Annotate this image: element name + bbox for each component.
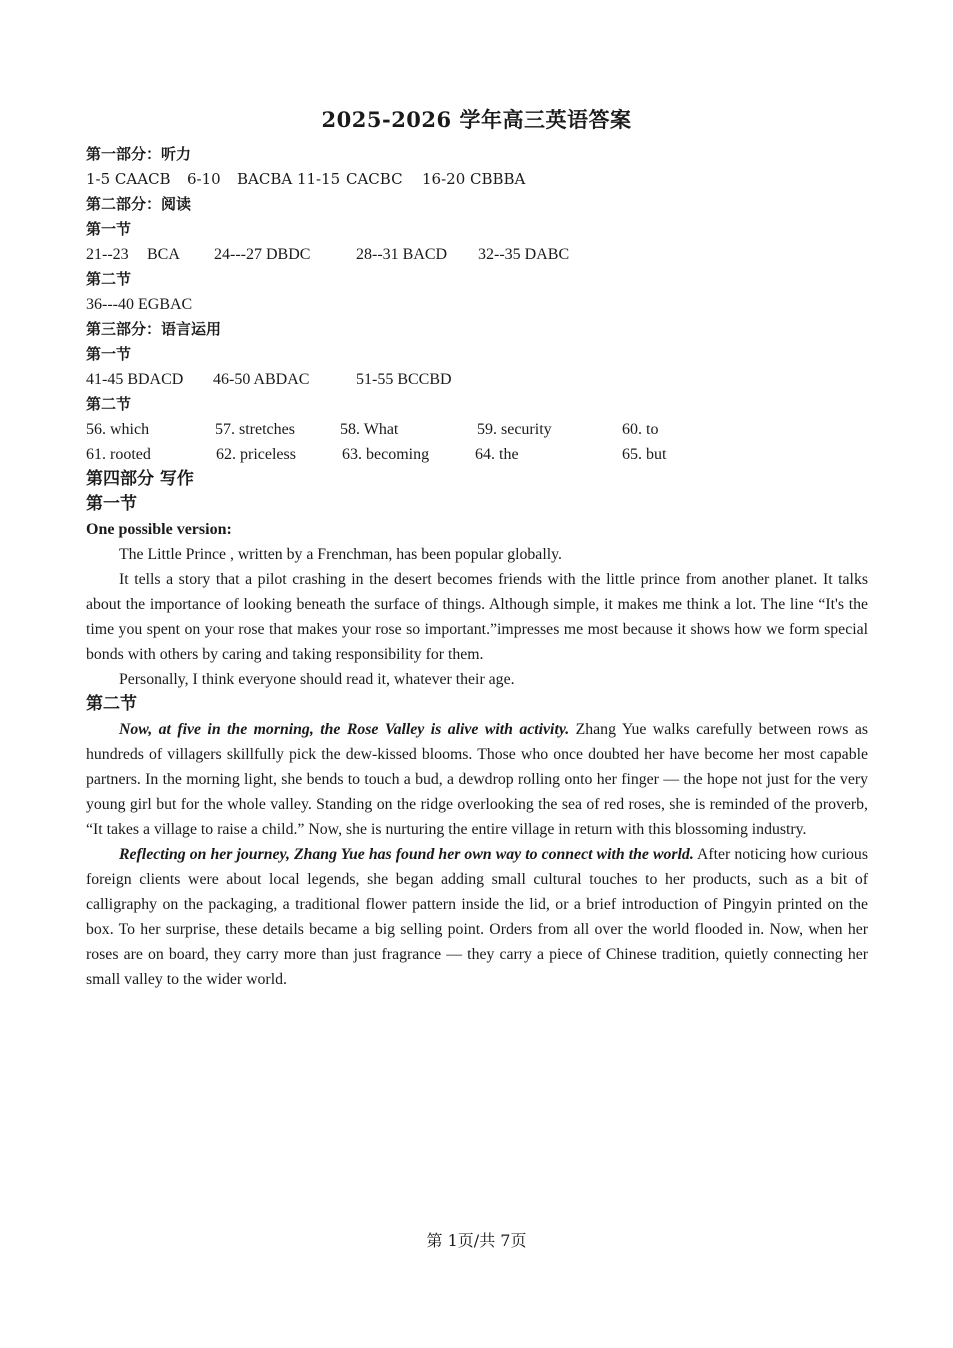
answer-group: 21--23 (86, 246, 129, 263)
story-text: After noticing how curious foreign clients were about local legends, she began adding small cultural touches to her products, such as a bit of calligraphy on the packaging, a traditional flower pattern inside the lid, or a brief introduction of Pingyin printed on the box. To her surprise, these details became a big selling point. Orders from all over the world flooded in. Now, when her roses are on board, they carry more than just fragrance — they carry a piece of Chinese tradition, quietly connecting her small valley to the wider world. (86, 846, 868, 988)
part3-section1: 第一节 (86, 345, 132, 363)
fill-answer: 57. stretches (215, 421, 295, 438)
page-footer: 第 1页/共 7页 (426, 1231, 527, 1250)
fill-answer: 65. but (622, 446, 667, 463)
fill-answer: 64. the (475, 446, 519, 463)
answer-group: BCA (147, 246, 180, 263)
part2-section1: 第一节 (86, 220, 132, 238)
story-paragraph (86, 717, 868, 842)
answer-group: BACBA 11-15 (237, 170, 341, 188)
essay-paragraph: Personally, I think everyone should read it, whatever their age. (119, 671, 515, 688)
fill-answer: 59. security (477, 421, 552, 438)
part2-heading: 第二部分：阅读 (86, 195, 192, 213)
answer-group: 46-50 ABDAC (213, 371, 310, 388)
answer-group: CACBC (346, 170, 403, 188)
part2-section2: 第二节 (86, 270, 132, 288)
fill-answer: 63. becoming (342, 446, 430, 463)
part4-heading: 第四部分 写作 (86, 469, 194, 489)
part3-row1 (86, 417, 868, 442)
part2-answers2: 36---40 EGBAC (86, 296, 193, 313)
part4-section2: 第二节 (86, 694, 137, 714)
part3-section2: 第二节 (86, 395, 132, 413)
essay-paragraph: The Little Prince , written by a Frenchman, has been popular globally. (119, 546, 562, 563)
part3-row2 (86, 442, 868, 467)
part3-answers1 (86, 367, 868, 392)
part1-answers (86, 167, 868, 192)
fill-answer: 62. priceless (216, 446, 296, 463)
story-lead-sentence: Reflecting on her journey, Zhang Yue has found her own way to connect with the world. (119, 846, 694, 863)
answer-group: 16-20 CBBBA (422, 170, 526, 188)
story-paragraph (86, 842, 868, 992)
answer-group: 51-55 BCCBD (356, 371, 452, 388)
answer-group: 6-10 (187, 170, 221, 188)
answer-group: 28--31 BACD (356, 246, 448, 263)
page-title: 2025-2026 学年高三英语答案 (321, 107, 632, 132)
answer-group: 24---27 DBDC (214, 246, 311, 263)
answer-group: 32--35 DABC (478, 246, 570, 263)
fill-answer: 61. rooted (86, 446, 151, 463)
fill-answer: 56. which (86, 421, 150, 438)
answer-body (86, 142, 868, 992)
answer-group: 1-5 CAACB (86, 170, 171, 188)
fill-answer: 58. What (340, 421, 399, 438)
part2-answers1 (86, 242, 868, 267)
answer-group: 41-45 BDACD (86, 371, 184, 388)
version-label: One possible version: (86, 521, 232, 538)
part4-section1: 第一节 (86, 494, 137, 514)
essay-paragraph: It tells a story that a pilot crashing in the desert becomes friends with the little prince from another planet. It talks about the importance of looking beneath the surface of things. Although simple, it makes me think a lot. The line “It's the time you spent on your rose that makes your rose so important.”impresses me most because it shows how we form special bonds with others by caring and taking responsibility for them. (86, 571, 868, 663)
fill-answer: 60. to (622, 421, 659, 438)
story-lead-sentence: Now, at five in the morning, the Rose Valley is alive with activity. (119, 721, 570, 738)
part3-heading: 第三部分：语言运用 (86, 320, 222, 338)
part1-heading: 第一部分：听力 (86, 145, 192, 163)
story-text: Zhang Yue walks carefully between rows as hundreds of villagers skillfully pick the dew-kissed blooms. Those who once doubted her have become her most capable partners. In the morning light, she bends to touch a bud, a dewdrop rolling onto her finger — the hope not just for the very young girl but for the whole valley. Standing on the ridge overlooking the sea of red roses, she is reminded of the proverb, “It takes a village to raise a child.” Now, she is nurturing the entire village in return with this blossoming industry. (86, 721, 868, 838)
